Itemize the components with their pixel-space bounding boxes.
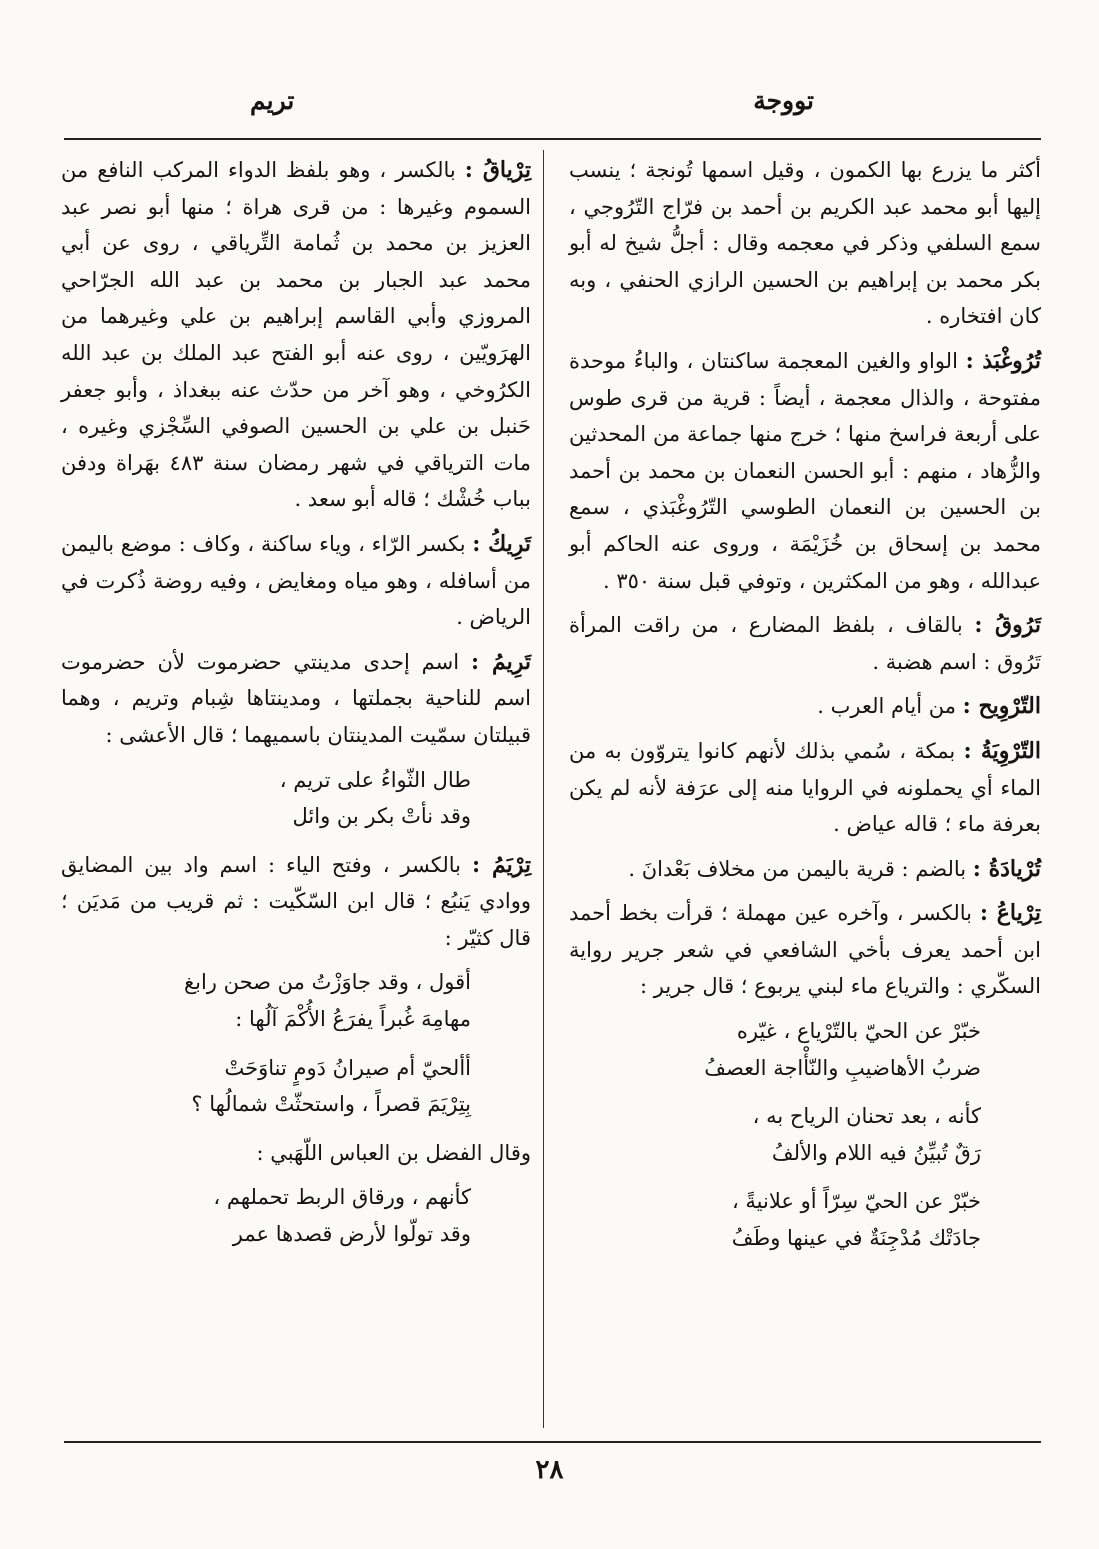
continuation-paragraph: أكثر ما يزرع بها الكمون ، وقيل اسمها تُونجة ؛ ينسب إليها أبو محمد عبد الكريم بن أحمد بن فرّاج التّرُوجي ، سمع السلفي وذكر في معجمه وقال : أجلُّ شيخ له أبو بكر محمد بن إبراهيم بن الحسين الرازي الحنفي ، وبه كان افتخاره . (569, 158, 1041, 329)
verse-line: ضربُ الأهاضيبِ والنّأْاجة العصفُ (704, 1055, 981, 1080)
poem-verse (61, 964, 531, 1037)
page-number: ٢٨ (535, 1455, 564, 1485)
entry-headword: تَرُوقُ : (974, 612, 1041, 639)
verse-line: وقد نأتْ بكر بن وائل (292, 804, 471, 829)
entry-tarughbadh (569, 343, 1041, 599)
verse-line: طال الثّواءُ على تريم ، (279, 767, 471, 792)
entry-text: بالقاف ، بلفظ المضارع ، من راقت المرأة تَرُوق : اسم هضبة . (569, 613, 1041, 674)
poem-verse (61, 762, 531, 835)
entry-tiryaa (569, 895, 1041, 1005)
entry-text: بمكة ، سُمي بذلك لأنهم كانوا يتروّون به من الماء أي يحملونه في الروايا منه إلى عرَفة لأنه لم يكن بعرفة ماء ؛ قاله عياض . (569, 738, 1041, 837)
entry-tarim (61, 644, 531, 754)
entry-headword: تَرِيمُ : (470, 648, 532, 675)
poem-verse (61, 1179, 531, 1252)
closing-line: وقال الفضل بن العباس اللّهَبي : (256, 1140, 531, 1165)
poem-verse (569, 1183, 1041, 1256)
verse-line: كأنهم ، ورقاق الربط تحملهم ، (213, 1185, 471, 1210)
verse-line: بِتِرْيَمَ قصراً ، واستحثّتْ شمالُها ؟ (191, 1092, 471, 1117)
entry-text: من أيام العرب . (817, 694, 963, 719)
entry-altarwiya (569, 733, 1041, 843)
left-column (61, 152, 531, 1265)
column-divider (543, 150, 544, 1428)
entry-headword: تِرْياعُ : (979, 900, 1042, 927)
entry-headword: التّرْوِيَةُ : (963, 737, 1041, 764)
running-head-left: تريم (250, 86, 295, 115)
right-column (569, 152, 1041, 1269)
entry-text: بكسر الرّاء ، وياء ساكنة ، وكاف : موضع باليمن من أسافله ، وهو مياه ومغايض ، وفيه روضة ذُكرت في الرياض . (61, 531, 531, 630)
entry-text: بالكسر ، وفتح الياء : اسم واد بين المضايق ووادي يَنبُع ؛ قال ابن السّكّيت : ثم قريب من مَديَن ؛ قال كثيّر : (61, 852, 531, 950)
running-head-right: تووجة (753, 86, 814, 115)
verse-line: كأنه ، بعد تحنان الرياح به ، (752, 1104, 981, 1129)
verse-line: أألحيّ أم صيرانُ دَومٍ تناوَحَتْ (224, 1055, 471, 1080)
entry-headword: تُرُوغْبَذ : (965, 347, 1041, 374)
poem-verse (61, 1050, 531, 1123)
entry-headword: تُرْيادَةُ : (972, 855, 1041, 882)
entry-text: بالكسر ، وآخره عين مهملة ؛ قرأت بخط أحمد ابن أحمد يعرف بأخي الشافعي في شعر جرير رواية السكّري : والترياع ماء لبني يربوع ؛ قال جرير : (569, 901, 1041, 999)
entry-text: الواو والغين المعجمة ساكنتان ، والباءُ موحدة مفتوحة ، والذال معجمة ، أيضاً : قرية من قرى طوس على أربعة فراسخ منها ؛ خرج منها جماعة من المحدثين والزُّهاد ، منهم : أبو الحسن النعمان بن محمد بن أحمد بن الحسين بن النعمان الطوسي التّرُوغْبَذي ، سمع محمد بن إسحاق بن خُزَيْمَة ، وروى عنه الحاكم أبو عبدالله ، وهو من المكثرين ، وتوفي قبل سنة ٣٥٠ . (569, 348, 1041, 593)
entry-tarik (61, 526, 531, 636)
entry-tiryaq (61, 152, 531, 518)
entry-taryada (569, 851, 1041, 888)
poem-verse (569, 1098, 1041, 1171)
footer-rule (64, 1441, 1041, 1443)
verse-line: وقد تولّوا لأرض قصدها عمر (232, 1222, 471, 1247)
verse-line: رَقٌ تُبيِّنُ فيه اللام والألفُ (771, 1140, 981, 1165)
poem-verse (569, 1013, 1041, 1086)
entry-headword: تَرِيكُ : (472, 530, 531, 557)
header-rule (64, 138, 1041, 140)
entry-headword: تِرْيَمُ : (471, 851, 531, 878)
entry-headword: تِرْياقُ : (464, 157, 531, 183)
verse-line: مهامِهَ غُبراً يفرَعُ الأُكْمَ آلُها : (235, 1007, 471, 1032)
verse-line: جادَتْك مُدْجِنَةٌ في عينها وطَفُ (731, 1226, 981, 1251)
entry-taruq (569, 607, 1041, 680)
entry-text: اسم إحدى مدينتي حضرموت لأن حضرموت اسم للناحية بجملتها ، ومدينتاها شِبام وتريم ، وهما قبيلتان سمّيت المدينتان باسميهما ؛ قال الأعشى : (61, 649, 531, 747)
entry-headword: التّرْوِيح : (962, 693, 1041, 720)
verse-line: خبّرْ عن الحيّ سِرّاً أو علانيةً ، (731, 1189, 981, 1214)
entry-text: بالكسر ، وهو بلفظ الدواء المركب النافع من السموم وغيرها : من قرى هراة ؛ منها أبو نصر عبد العزيز بن محمد بن ثُمامة التِّرياقي ، روى عن أبي محمد عبد الجبار بن محمد بن عبد الله الجرّاحي المروزي وأبي القاسم إبراهيم بن علي وغيرهما من الهرَويّين ، روى عنه أبو الفتح عبد الملك بن عبد الله الكرُوخي ، وهو آخر من حدّث عنه ببغداذ ، وأبو جعفر حَنبل بن علي بن الحسين الصوفي السِّجْزي وغيره ، مات الترياقي في شهر رمضان سنة ٤٨٣ بهَراة ودفن بباب خُشْك ؛ قاله أبو سعد . (61, 158, 531, 512)
verse-line: خبّرْ عن الحيّ بالتّرْياع ، غيّره (736, 1019, 981, 1044)
entry-tiryam (61, 847, 531, 957)
verse-line: أقول ، وقد جاوَزْتُ من صحن رابغ (183, 970, 471, 995)
entry-altarwih (569, 688, 1041, 725)
entry-text: بالضم : قرية باليمن من مخلاف بَعْدانَ . (628, 856, 973, 881)
